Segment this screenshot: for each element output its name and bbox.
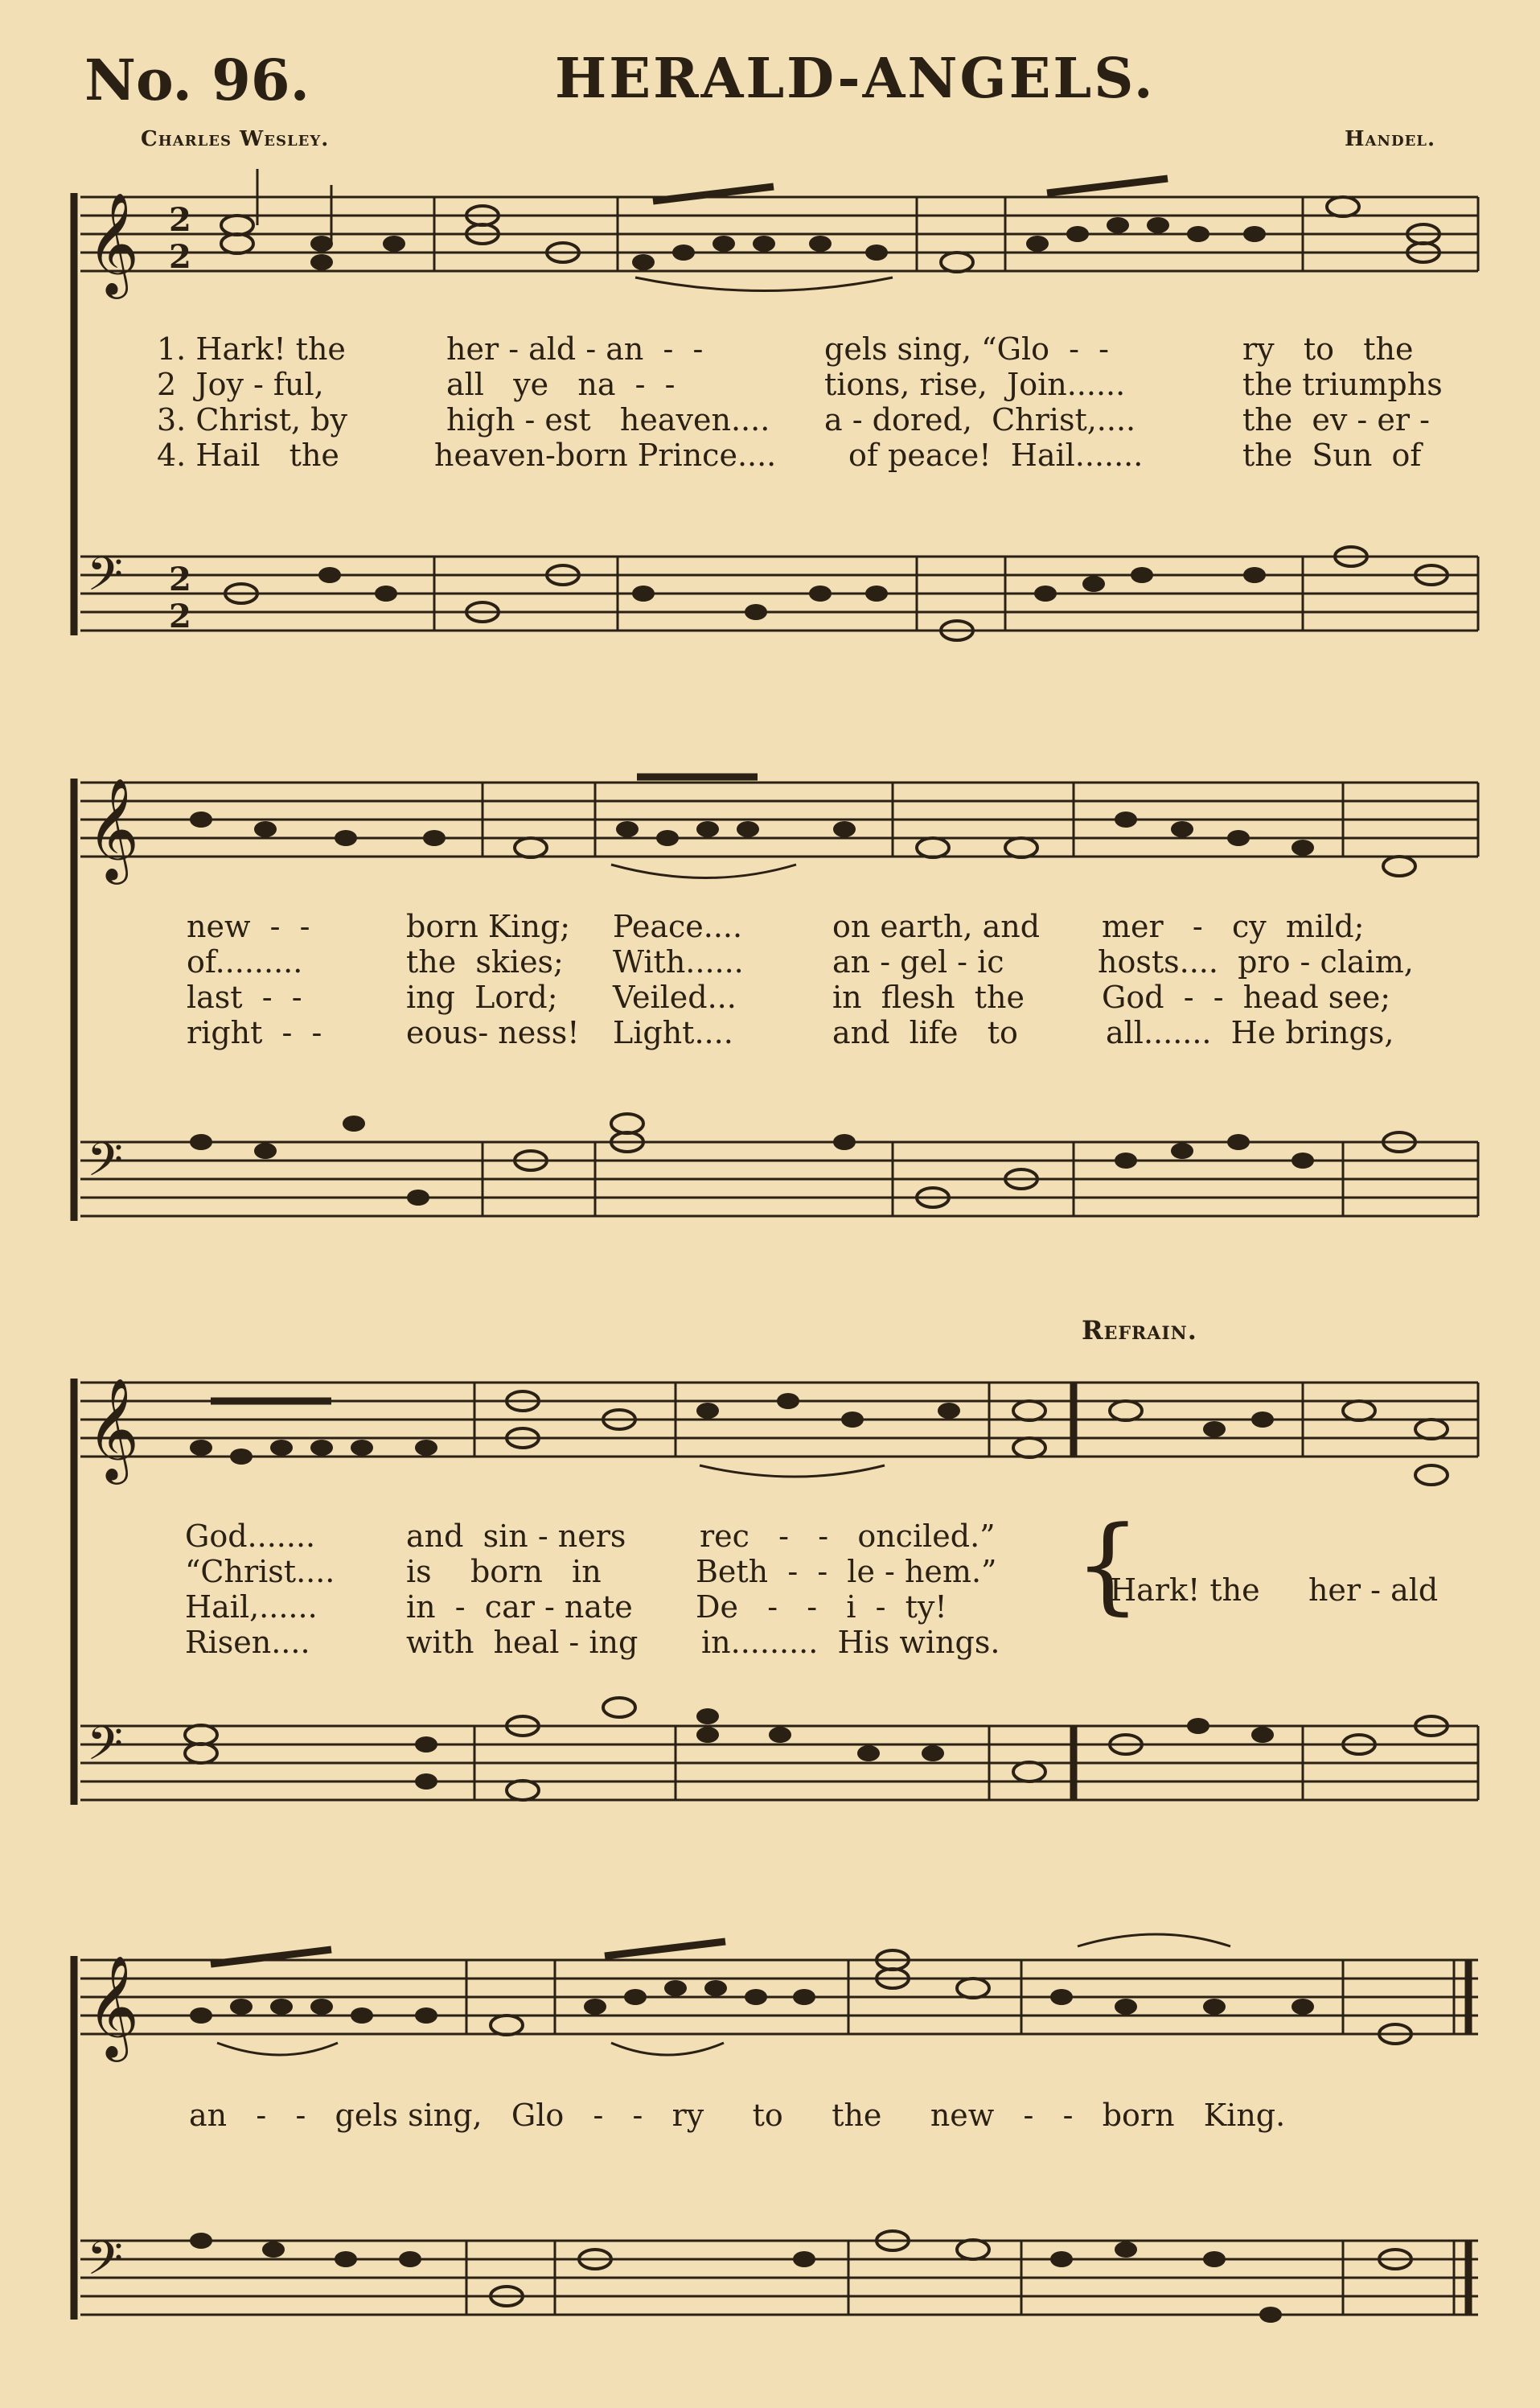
lyric: De - - i - ty! [696, 1589, 947, 1625]
svg-text:2: 2 [169, 561, 191, 598]
lyric: of......... [187, 944, 303, 980]
lyric: in flesh the [832, 980, 1025, 1015]
bass-clef-icon: 𝄢 [87, 1716, 124, 1782]
lyric: last - - [187, 980, 302, 1015]
treble-clef-icon: 𝄞 [87, 777, 140, 880]
lyric: in......... His wings. [701, 1625, 1000, 1660]
bass-staff-1 [80, 557, 1478, 631]
lyric: ing Lord; [406, 980, 558, 1015]
lyric-v2-2: all ye na - - [446, 367, 676, 402]
lyric-v1-2: her - ald - an - - [446, 331, 704, 367]
treble-clef-icon: 𝄞 [87, 1954, 140, 2057]
lyric: in - car - nate [406, 1589, 633, 1625]
lyric: the skies; [406, 944, 564, 980]
lyric: With...... [613, 944, 744, 980]
lyric: Hail,...... [185, 1589, 318, 1625]
lyric-v2-4: the triumphs [1242, 367, 1443, 402]
lyric: with heal - ing [406, 1625, 639, 1660]
svg-text:2: 2 [169, 598, 191, 635]
lyric: on earth, and [832, 909, 1041, 944]
bass-staff-4 [80, 2241, 1478, 2315]
hymn-title: HERALD-ANGELS. [555, 47, 1156, 111]
lyric: all....... He brings, [1106, 1015, 1394, 1050]
lyric-v4-2: heaven-born Prince.... [434, 438, 777, 473]
lyric: Peace.... [613, 909, 743, 944]
verse-brace: { [1074, 1503, 1141, 1625]
lyric-v3-2: high - est heaven.... [446, 402, 770, 438]
bass-staff-2 [80, 1142, 1478, 1216]
treble-clef-icon: 𝄞 [87, 191, 140, 294]
lyric: and sin - ners [406, 1518, 626, 1554]
lyric-v1-3: gels sing, “Glo - - [824, 331, 1109, 367]
bass-clef-icon: 𝄢 [87, 547, 124, 613]
lyric: hosts.... pro - claim, [1098, 944, 1414, 980]
lyric-v3-3: a - dored, Christ,.... [824, 402, 1136, 438]
hymn-number: No. 96. [84, 47, 310, 113]
lyric: “Christ.... [185, 1554, 335, 1589]
bass-clef-icon: 𝄢 [87, 2231, 124, 2297]
treble-staff-4 [80, 1960, 1478, 2034]
lyric: is born in [406, 1554, 602, 1589]
note [310, 236, 333, 252]
lyric-v2-1: 2 Joy - ful, [157, 367, 324, 402]
note [221, 216, 253, 235]
lyric-v3-1: 3. Christ, by [157, 402, 347, 438]
lyric: God - - head see; [1102, 980, 1391, 1015]
treble-staff-1 [80, 197, 1478, 271]
treble-staff-2 [80, 783, 1478, 857]
lyric: new - - [187, 909, 310, 944]
bass-clef-icon: 𝄢 [87, 1132, 124, 1198]
lyric: Beth - - le - hem.” [696, 1554, 997, 1589]
lyric: right - - [187, 1015, 322, 1050]
refrain-label: Refrain. [1082, 1315, 1197, 1346]
lyric-v1-1: 1. Hark! the [157, 331, 346, 367]
lyric: and life to [832, 1015, 1018, 1050]
lyric: Light.... [613, 1015, 733, 1050]
lyric: eous- ness! [406, 1015, 580, 1050]
lyric: God....... [185, 1518, 316, 1554]
lyric-v4-1: 4. Hail the [157, 438, 339, 473]
time-signature: 2 [169, 201, 191, 239]
note [310, 254, 333, 270]
lyric: mer - cy mild; [1102, 909, 1365, 944]
lyric: born King; [406, 909, 571, 944]
note [383, 236, 405, 252]
lyric: Risen.... [185, 1625, 310, 1660]
treble-clef-icon: 𝄞 [87, 1377, 140, 1480]
lyric-final-line: an - - gels sing, Glo - - ry to the new - - born King. [189, 2098, 1286, 2133]
lyric: rec - - onciled.” [700, 1518, 996, 1554]
author-credit: Charles Wesley. [141, 127, 330, 151]
note [221, 234, 253, 253]
composer-credit: Handel. [1344, 127, 1435, 151]
lyric-v3-4: the ev - er - [1242, 402, 1430, 438]
lyric-v1-4: ry to the [1242, 331, 1414, 367]
lyric-v4-3: of peace! Hail....... [848, 438, 1144, 473]
lyric-v4-4: the Sun of [1242, 438, 1422, 473]
lyric: Veiled... [613, 980, 737, 1015]
refrain-start-lyric: Hark! the her - ald [1110, 1572, 1439, 1608]
lyric-v2-3: tions, rise, Join...... [824, 367, 1126, 402]
svg-text:2: 2 [169, 238, 191, 276]
lyric: an - gel - ic [832, 944, 1004, 980]
